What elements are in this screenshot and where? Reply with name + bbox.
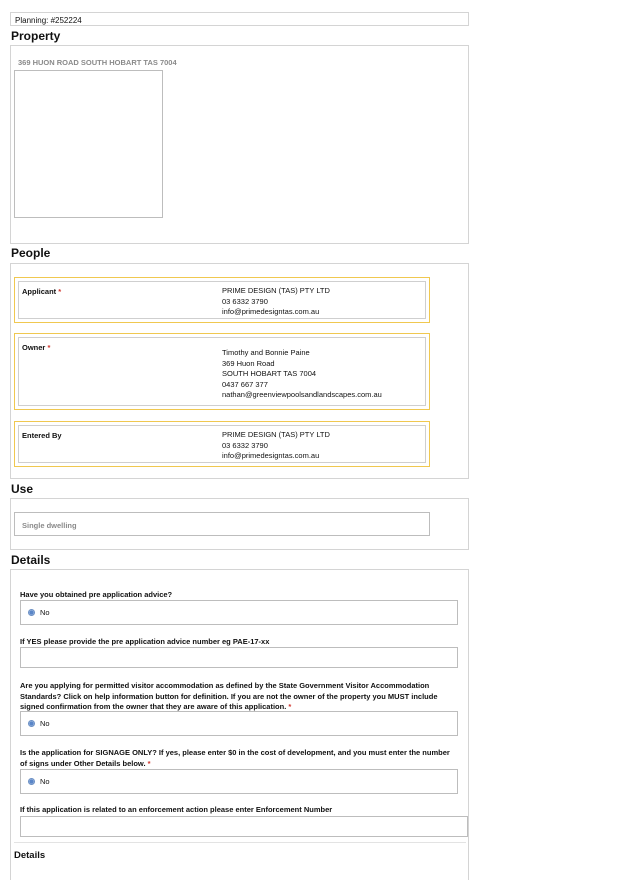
use-value: Single dwelling [22,521,77,530]
applicant-details [222,286,330,318]
pre-application-option-no[interactable] [28,608,50,617]
property-address: 369 HUON ROAD SOUTH HOBART TAS 7004 [18,58,177,67]
people-panel [10,263,469,479]
pre-application-answer-field [20,600,458,625]
entered-by-card [14,421,430,467]
people-heading: People [11,246,51,260]
radio-selected-icon[interactable] [28,778,35,785]
entered-by-email: info@primedesigntas.com.au [222,451,320,460]
applicant-phone: 03 6332 3790 [222,296,268,306]
property-map[interactable] [14,70,163,218]
property-heading: Property [11,29,61,43]
details-panel [10,569,469,880]
details-subheading: Details [14,850,46,861]
owner-phone: 0437 667 377 [222,379,268,389]
signage-only-option-no[interactable] [28,777,50,786]
visitor-accommodation-option-no[interactable] [28,719,50,728]
required-marker: * [147,758,151,768]
visitor-accommodation-question-text: Are you applying for permitted visitor accommodation as defined by the State Government Visitor Accommodation Standards? Click on help information button for definition. If you are not the owner of the property you MUST include signed confirmation from the owner that they are aware of this application. [20,681,438,711]
pre-application-question: Have you obtained pre application advice? [20,590,173,599]
enforcement-question: If this application is related to an enforcement action please enter Enforcement Number [20,805,333,814]
pre-application-number-input[interactable] [20,647,458,668]
radio-selected-icon[interactable] [28,609,35,616]
applicant-card [14,277,430,323]
entered-by-details [222,430,330,462]
owner-label-text: Owner [22,343,46,352]
signage-only-answer: No [40,777,50,786]
owner-details [222,348,382,401]
enforcement-number-input[interactable] [20,816,468,837]
applicant-email: info@primedesigntas.com.au [222,307,320,316]
applicant-label [22,287,61,296]
use-field[interactable] [14,512,430,536]
entered-by-card-inner [18,425,426,463]
entered-by-label: Entered By [22,431,62,440]
planning-number-bar [10,12,469,26]
visitor-accommodation-answer-field [20,711,458,736]
required-marker: * [288,702,292,711]
visitor-accommodation-question [20,681,452,713]
owner-card-inner [18,337,426,406]
visitor-accommodation-answer: No [40,719,50,728]
signage-only-answer-field [20,769,458,794]
planning-number: Planning: #252224 [15,16,82,25]
entered-by-name: PRIME DESIGN (TAS) PTY LTD [222,430,330,439]
owner-email: nathan@greenviewpoolsandlandscapes.com.au [222,390,382,399]
radio-selected-icon[interactable] [28,720,35,727]
use-panel [10,498,469,550]
owner-label [22,343,50,352]
pre-application-number-question: If YES please provide the pre application advice number eg PAE-17-xx [20,637,270,646]
pre-application-answer: No [40,608,50,617]
required-marker: * [58,287,62,296]
owner-name: Timothy and Bonnie Paine [222,348,310,357]
details-heading: Details [11,553,51,567]
section-divider [14,842,466,843]
signage-only-question-text: Is the application for SIGNAGE ONLY? If yes, please enter $0 in the cost of development, and you must enter the number of signs under Other Details below. [20,748,450,768]
entered-by-phone: 03 6332 3790 [222,440,268,450]
use-heading: Use [11,482,34,496]
owner-card [14,333,430,410]
required-marker: * [47,343,51,352]
applicant-card-inner [18,281,426,319]
owner-suburb: SOUTH HOBART TAS 7004 [222,369,317,378]
owner-street: 369 Huon Road [222,358,275,368]
applicant-label-text: Applicant [22,287,57,296]
signage-only-question [20,748,452,769]
applicant-name: PRIME DESIGN (TAS) PTY LTD [222,286,330,295]
property-panel [10,45,469,244]
